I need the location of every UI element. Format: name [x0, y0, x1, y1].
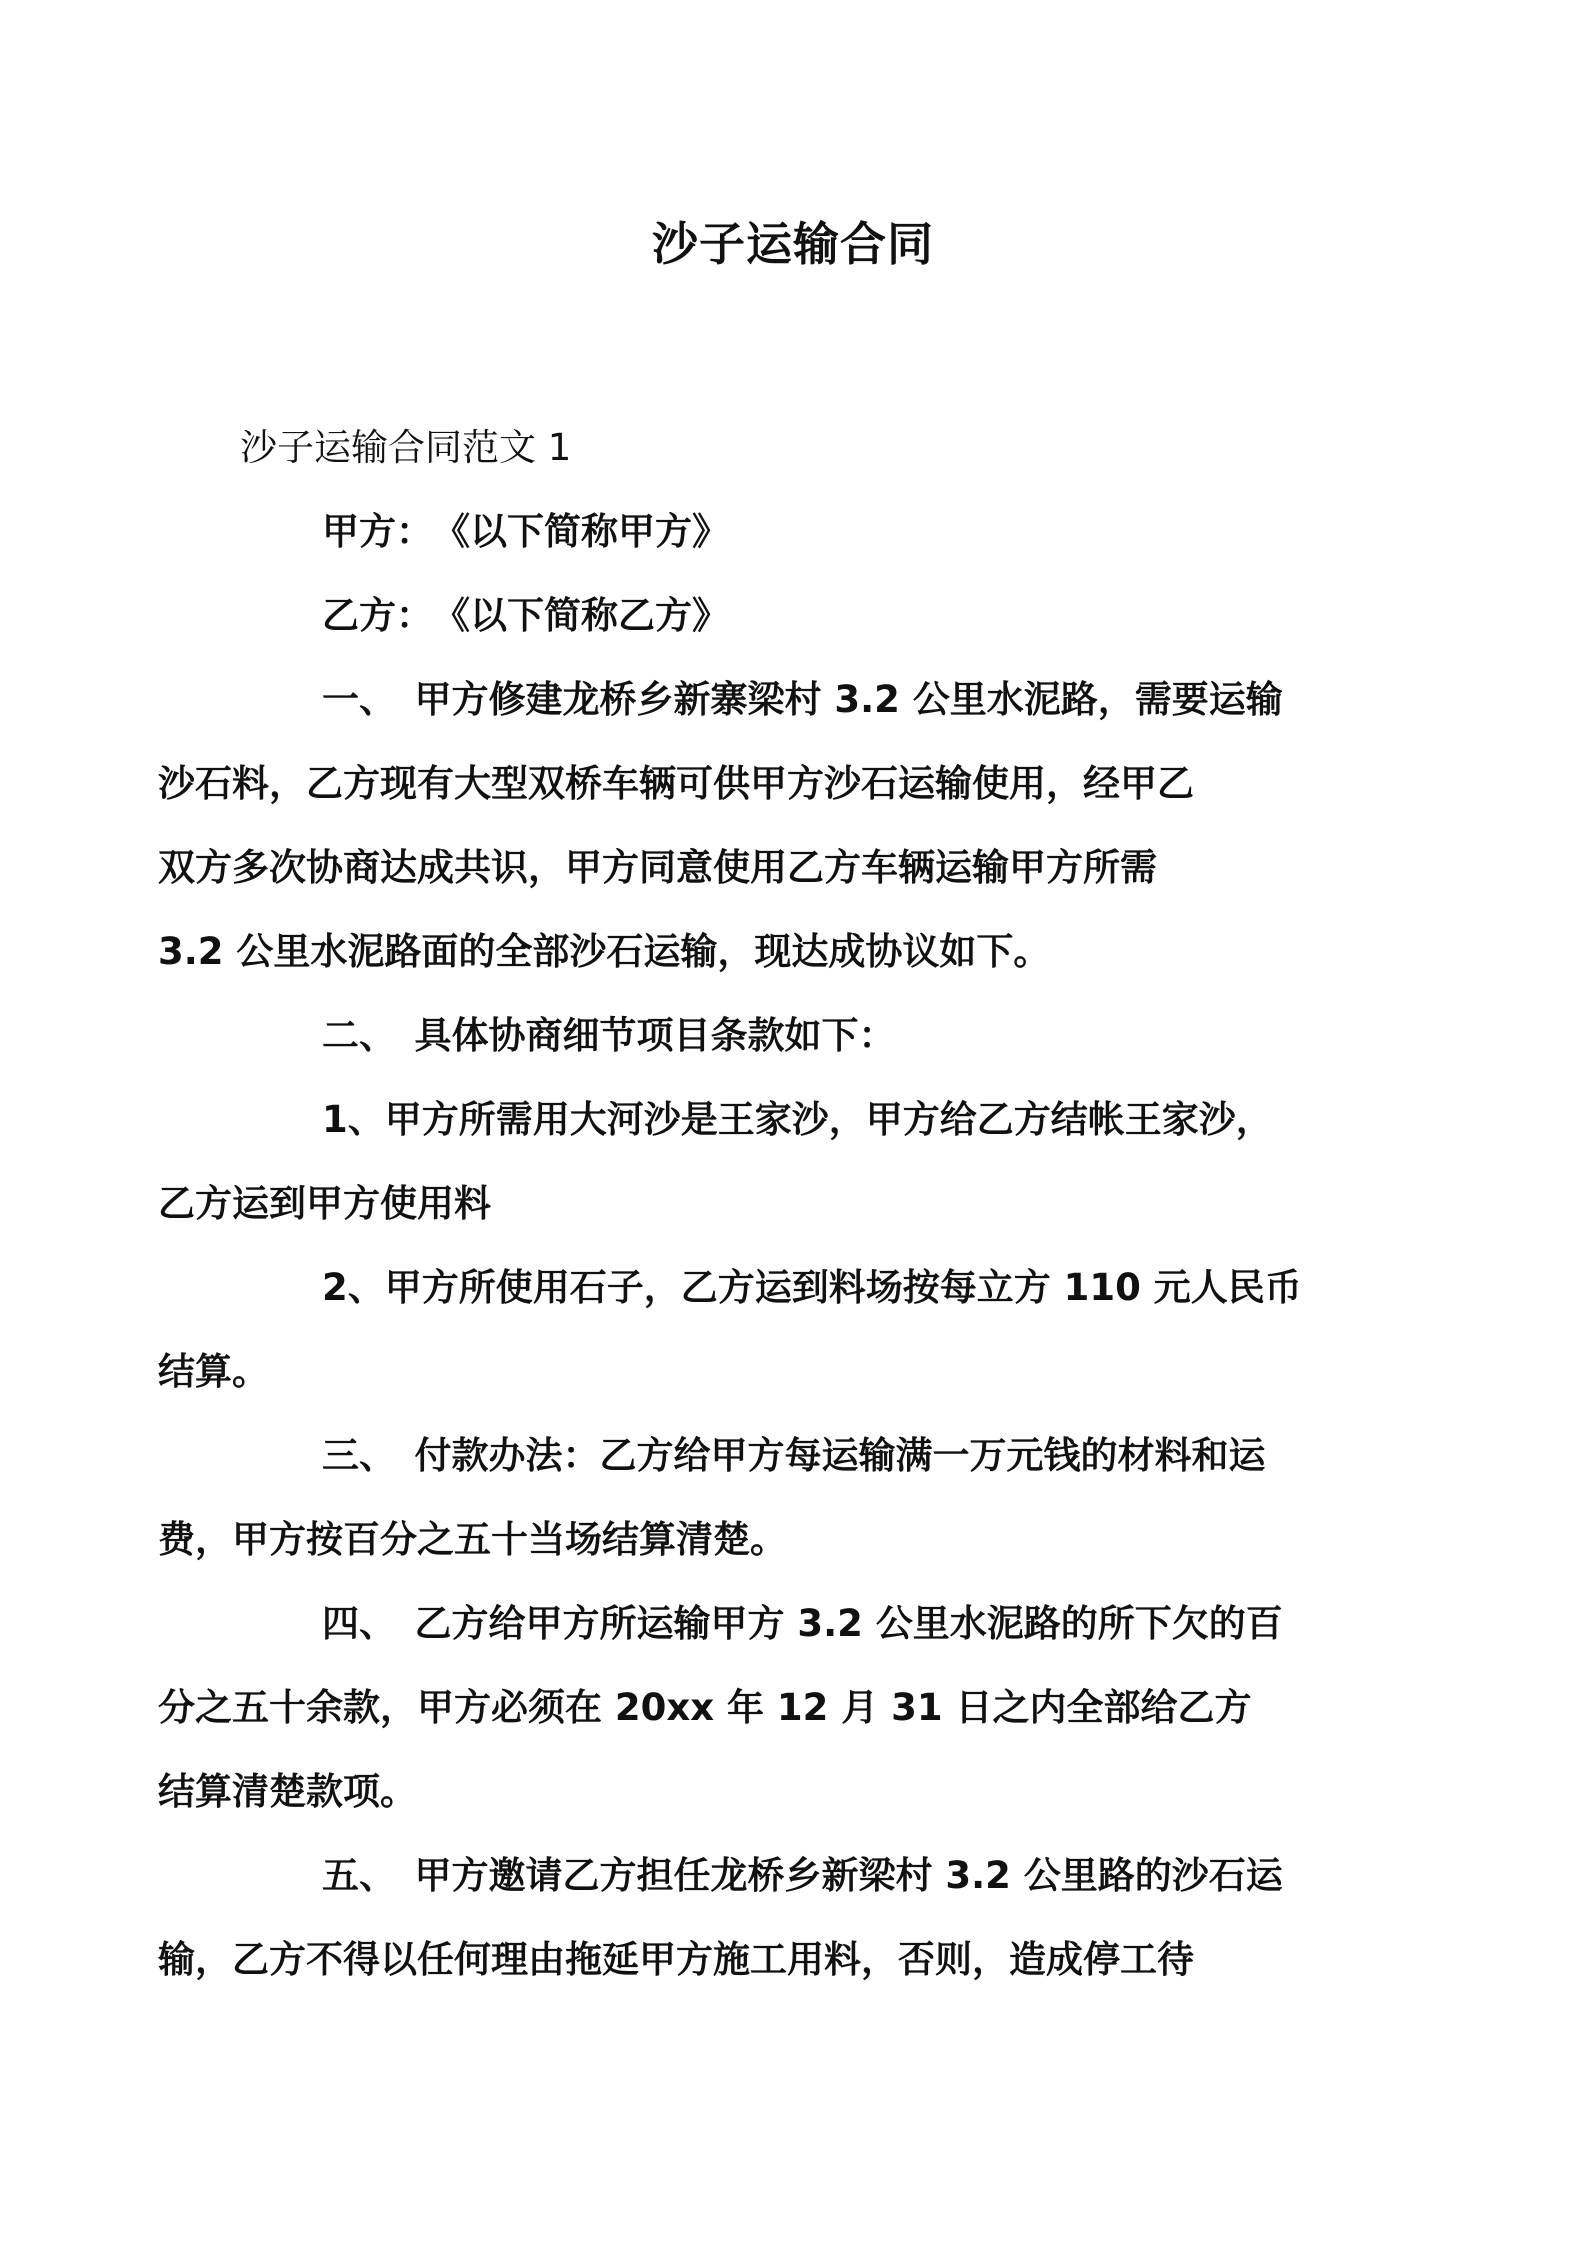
document-subtitle: 沙子运输合同范文 1	[240, 426, 572, 469]
party-b-line: 乙方： 《以下简称乙方》	[322, 594, 729, 637]
clause-5	[158, 1834, 1346, 2002]
clause-2-item-2	[158, 1246, 1346, 1414]
clause-2	[240, 994, 1346, 1078]
clause-4-line: 分之五十余款，甲方必须在 20xx 年 12 月 31 日之内全部给乙方	[158, 1686, 1252, 1729]
clause-1-line: 沙石料，乙方现有大型双桥车辆可供甲方沙石运输使用，经甲乙	[158, 762, 1194, 805]
clause-2-item-2-line: 2、甲方所使用石子，乙方运到料场按每立方 110 元人民币	[322, 1266, 1302, 1309]
clause-1-line: 一、 甲方修建龙桥乡新寨梁村 3.2 公里水泥路，需要运输	[322, 678, 1283, 721]
clause-4	[158, 1582, 1346, 1834]
clause-3-line: 三、 付款办法：乙方给甲方每运输满一万元钱的材料和运	[322, 1434, 1266, 1477]
clause-2-item-1	[158, 1078, 1346, 1246]
party-a-line: 甲方： 《以下简称甲方》	[322, 510, 729, 553]
document-title: 沙子运输合同	[652, 217, 934, 271]
clause-3-line: 费，甲方按百分之五十当场结算清楚。	[158, 1518, 787, 1561]
clause-2-line: 二、 具体协商细节项目条款如下：	[322, 1014, 896, 1057]
clause-1	[158, 658, 1346, 994]
clause-1-line: 3.2 公里水泥路面的全部沙石运输，现达成协议如下。	[158, 930, 1051, 973]
clause-2-item-1-line: 乙方运到甲方使用料	[158, 1182, 491, 1225]
clause-1-line: 双方多次协商达成共识，甲方同意使用乙方车辆运输甲方所需	[158, 846, 1157, 889]
clause-5-line: 输，乙方不得以任何理由拖延甲方施工用料，否则，造成停工待	[158, 1938, 1194, 1981]
clause-2-item-1-line: 1、甲方所需用大河沙是王家沙，甲方给乙方结帐王家沙，	[322, 1098, 1273, 1141]
document-body	[158, 406, 1346, 2002]
clause-3	[158, 1414, 1346, 1582]
clause-2-item-2-line: 结算。	[158, 1350, 269, 1393]
clause-5-line: 五、 甲方邀请乙方担任龙桥乡新梁村 3.2 公里路的沙石运	[322, 1854, 1283, 1897]
clause-4-line: 四、 乙方给甲方所运输甲方 3.2 公里水泥路的所下欠的百	[322, 1602, 1283, 1645]
clause-4-line: 结算清楚款项。	[158, 1770, 417, 1813]
